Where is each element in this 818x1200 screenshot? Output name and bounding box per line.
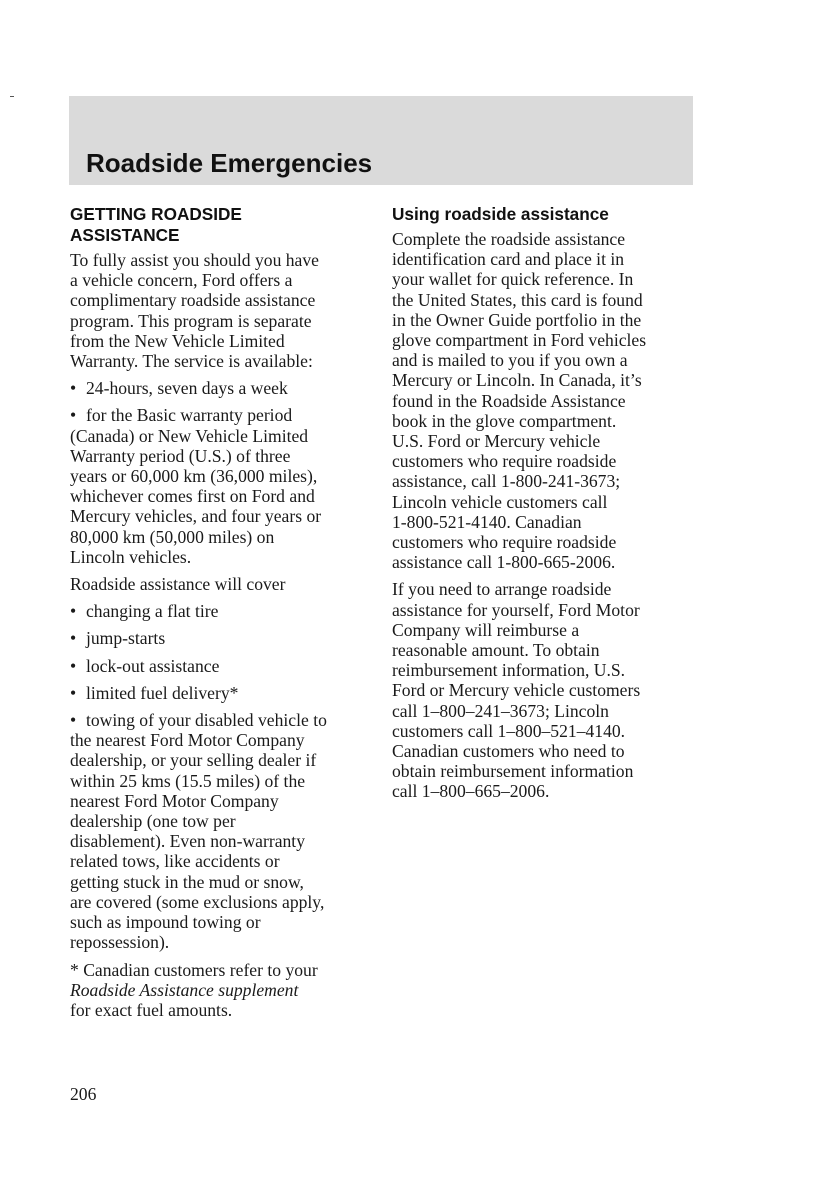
reimbursement-paragraph bbox=[392, 579, 697, 801]
text-line: Company will reimburse a bbox=[392, 619, 580, 640]
bullet-item-jump-starts bbox=[70, 628, 375, 648]
text-line: To fully assist you should you have bbox=[70, 250, 319, 270]
text-line: found in the Roadside Assistance bbox=[392, 390, 626, 411]
bullet-text: lock-out assistance bbox=[86, 655, 220, 676]
text-line: assistance for yourself, Ford Motor bbox=[392, 599, 640, 620]
text-line: Canadian customers who need to bbox=[392, 741, 625, 762]
bullet-text: getting stuck in the mud or snow, bbox=[70, 871, 304, 892]
text-line: customers call 1–800–521–4140. bbox=[392, 720, 626, 741]
bullet-text: within 25 kms (15.5 miles) of the bbox=[70, 770, 306, 791]
text-line: your wallet for quick reference. In bbox=[392, 269, 634, 290]
footnote-line: * Canadian customers refer to your bbox=[70, 959, 318, 980]
text-line: book in the glove compartment. bbox=[392, 410, 617, 431]
text-line: Roadside assistance will cover bbox=[70, 574, 286, 595]
bullet-icon: • bbox=[70, 710, 77, 731]
bullet-text: whichever comes first on Ford and bbox=[70, 486, 315, 507]
text-line: U.S. Ford or Mercury vehicle bbox=[392, 431, 601, 452]
bullet-item-fuel-delivery bbox=[70, 683, 375, 703]
bullet-icon: • bbox=[70, 655, 77, 676]
bullet-text: Lincoln vehicles. bbox=[70, 546, 192, 567]
section-header-band bbox=[69, 96, 693, 185]
left-column bbox=[70, 204, 375, 1020]
heading-line: ASSISTANCE bbox=[70, 225, 180, 245]
bullet-text: nearest Ford Motor Company bbox=[70, 790, 279, 811]
bullet-item-flat-tire bbox=[70, 601, 375, 621]
footnote-line: for exact fuel amounts. bbox=[70, 999, 233, 1020]
bullet-text: limited fuel delivery* bbox=[86, 682, 239, 703]
bullet-icon: • bbox=[70, 405, 77, 426]
using-roadside-assistance-heading: Using roadside assistance bbox=[392, 204, 609, 224]
bullet-text: 80,000 km (50,000 miles) on bbox=[70, 526, 275, 547]
text-line: call 1–800–241–3673; Lincoln bbox=[392, 700, 609, 721]
identification-card-paragraph bbox=[392, 229, 697, 572]
getting-roadside-assistance-heading bbox=[70, 204, 300, 246]
bullet-text: dealership, or your selling dealer if bbox=[70, 750, 317, 771]
bullet-text: jump-starts bbox=[86, 628, 166, 649]
text-line: from the New Vehicle Limited bbox=[70, 330, 285, 351]
margin-mark bbox=[10, 96, 14, 97]
text-line: If you need to arrange roadside bbox=[392, 579, 612, 600]
bullet-text: Mercury vehicles, and four years or bbox=[70, 506, 322, 527]
text-line: call 1–800–665–2006. bbox=[392, 781, 550, 802]
text-line: Lincoln vehicle customers call bbox=[392, 491, 608, 512]
text-line: customers who require roadside bbox=[392, 451, 617, 472]
bullet-text: towing of your disabled vehicle to bbox=[86, 710, 327, 731]
bullet-text: disablement). Even non-warranty bbox=[70, 831, 305, 852]
bullet-text: such as impound towing or bbox=[70, 912, 261, 933]
text-line: identification card and place it in bbox=[392, 249, 625, 270]
page-number: 206 bbox=[70, 1084, 97, 1104]
bullet-icon: • bbox=[70, 601, 77, 622]
bullet-text: are covered (some exclusions apply, bbox=[70, 891, 325, 912]
text-line: in the Owner Guide portfolio in the bbox=[392, 309, 642, 330]
bullet-text: the nearest Ford Motor Company bbox=[70, 730, 305, 751]
text-line: glove compartment in Ford vehicles bbox=[392, 330, 647, 351]
bullet-text: changing a flat tire bbox=[86, 601, 219, 622]
text-line: Warranty. The service is available: bbox=[70, 351, 313, 372]
right-column bbox=[392, 204, 697, 809]
text-line: obtain reimbursement information bbox=[392, 761, 634, 782]
bullet-item-availability-hours bbox=[70, 378, 375, 398]
text-line: the United States, this card is found bbox=[392, 289, 643, 310]
bullet-text: Warranty period (U.S.) of three bbox=[70, 445, 291, 466]
bullet-text: related tows, like accidents or bbox=[70, 851, 280, 872]
bullet-icon: • bbox=[70, 628, 77, 649]
bullet-text: for the Basic warranty period bbox=[86, 405, 293, 426]
intro-paragraph bbox=[70, 250, 375, 371]
bullet-icon: • bbox=[70, 378, 77, 399]
heading-line: GETTING ROADSIDE bbox=[70, 204, 242, 224]
footnote-supplement-title: Roadside Assistance supplement bbox=[70, 979, 299, 1000]
text-line: program. This program is separate bbox=[70, 310, 312, 331]
bullet-text: (Canada) or New Vehicle Limited bbox=[70, 425, 309, 446]
bullet-text: years or 60,000 km (36,000 miles), bbox=[70, 466, 318, 487]
text-line: customers who require roadside bbox=[392, 532, 617, 553]
text-line: reasonable amount. To obtain bbox=[392, 640, 600, 661]
text-line: Complete the roadside assistance bbox=[392, 229, 626, 249]
section-title: Roadside Emergencies bbox=[86, 148, 373, 178]
bullet-item-warranty-period bbox=[70, 405, 375, 567]
text-line: reimbursement information, U.S. bbox=[392, 660, 626, 681]
bullet-item-towing bbox=[70, 710, 375, 952]
bullet-text: repossession). bbox=[70, 932, 170, 953]
canadian-fuel-footnote bbox=[70, 960, 375, 1021]
text-line: Ford or Mercury vehicle customers bbox=[392, 680, 641, 701]
text-line: 1-800-521-4140. Canadian bbox=[392, 511, 582, 532]
bullet-item-lock-out bbox=[70, 656, 375, 676]
text-line: assistance, call 1-800-241-3673; bbox=[392, 471, 621, 492]
bullet-icon: • bbox=[70, 682, 77, 703]
text-line: Mercury or Lincoln. In Canada, it’s bbox=[392, 370, 642, 391]
text-line: a vehicle concern, Ford offers a bbox=[70, 270, 293, 291]
text-line: complimentary roadside assistance bbox=[70, 290, 316, 311]
bullet-text: dealership (one tow per bbox=[70, 811, 236, 832]
text-line: and is mailed to you if you own a bbox=[392, 350, 628, 371]
bullet-text: 24-hours, seven days a week bbox=[86, 378, 288, 399]
cover-intro bbox=[70, 574, 375, 594]
text-line: assistance call 1-800-665-2006. bbox=[392, 552, 616, 573]
